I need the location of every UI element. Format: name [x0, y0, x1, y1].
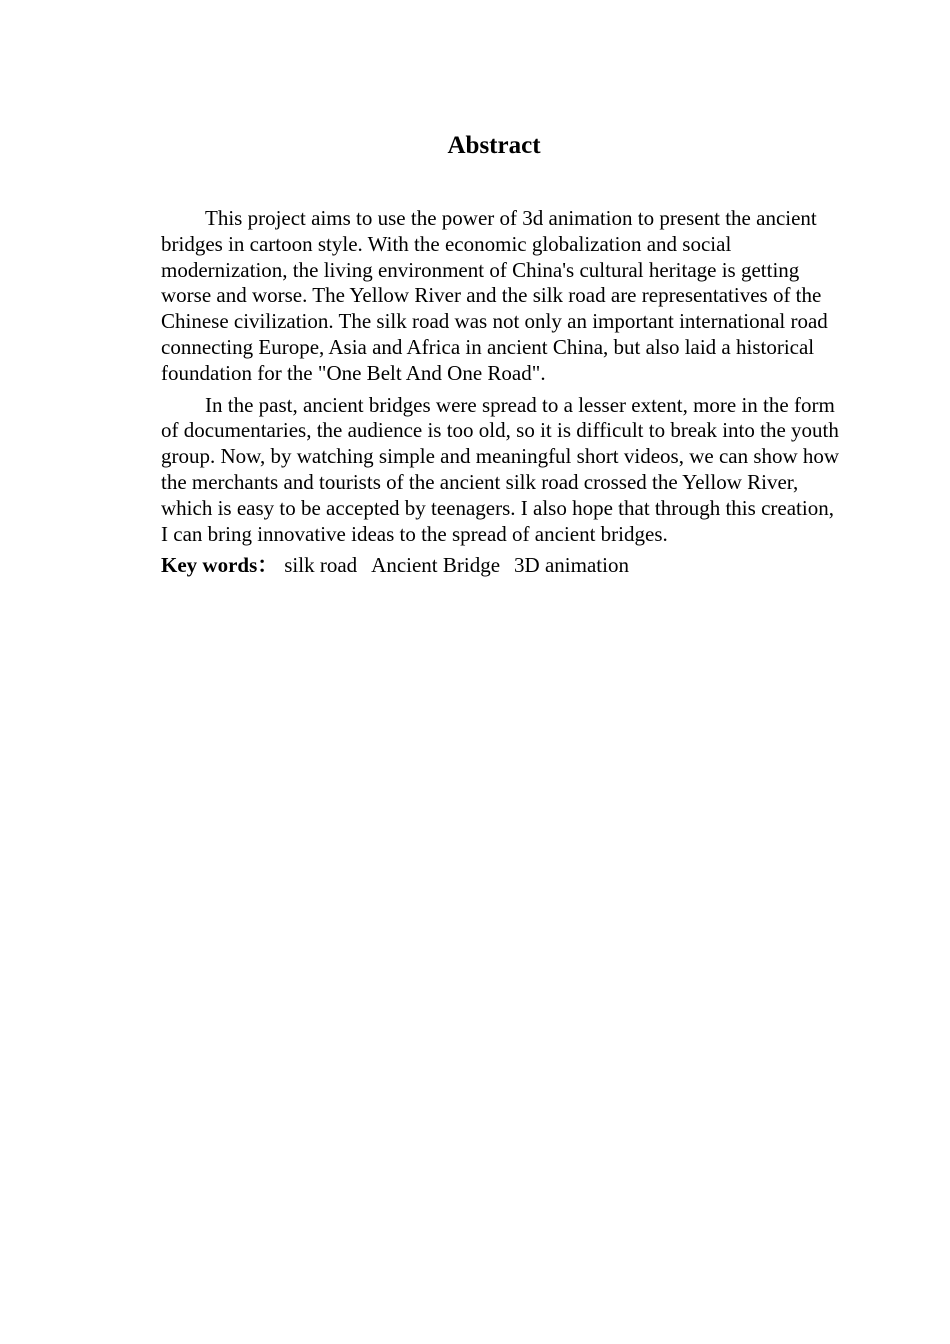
- abstract-body: [161, 206, 841, 579]
- keywords-label: Key words: [161, 553, 258, 578]
- keyword-item: silk road: [284, 553, 358, 578]
- keywords-line: [161, 553, 841, 579]
- keywords-colon: ：: [257, 553, 279, 578]
- keyword-item: Ancient Bridge: [371, 553, 501, 578]
- abstract-paragraph-2: In the past, ancient bridges were spread to a lesser extent, more in the form of documentaries, the audience is too old, so it is difficult to break into the youth group. Now, by watching simple and meaningful short videos, we can show how the merchants and tourists of the ancient silk road crossed the Yellow River, which is easy to be accepted by teenagers. I also hope that through this creation, I can bring innovative ideas to the spread of ancient bridges.: [161, 392, 840, 546]
- keyword-item: 3D animation: [514, 553, 629, 578]
- abstract-paragraph-1: This project aims to use the power of 3d animation to present the ancient bridges in cartoon style. With the economic globalization and social modernization, the living environment of China's cultural heritage is getting worse and worse. The Yellow River and the silk road are representatives of the Chinese civilization. The silk road was not only an important international road connecting Europe, Asia and Africa in ancient China, but also laid a historical foundation for the "One Belt And One Road".: [161, 206, 828, 385]
- abstract-title: Abstract: [447, 132, 541, 159]
